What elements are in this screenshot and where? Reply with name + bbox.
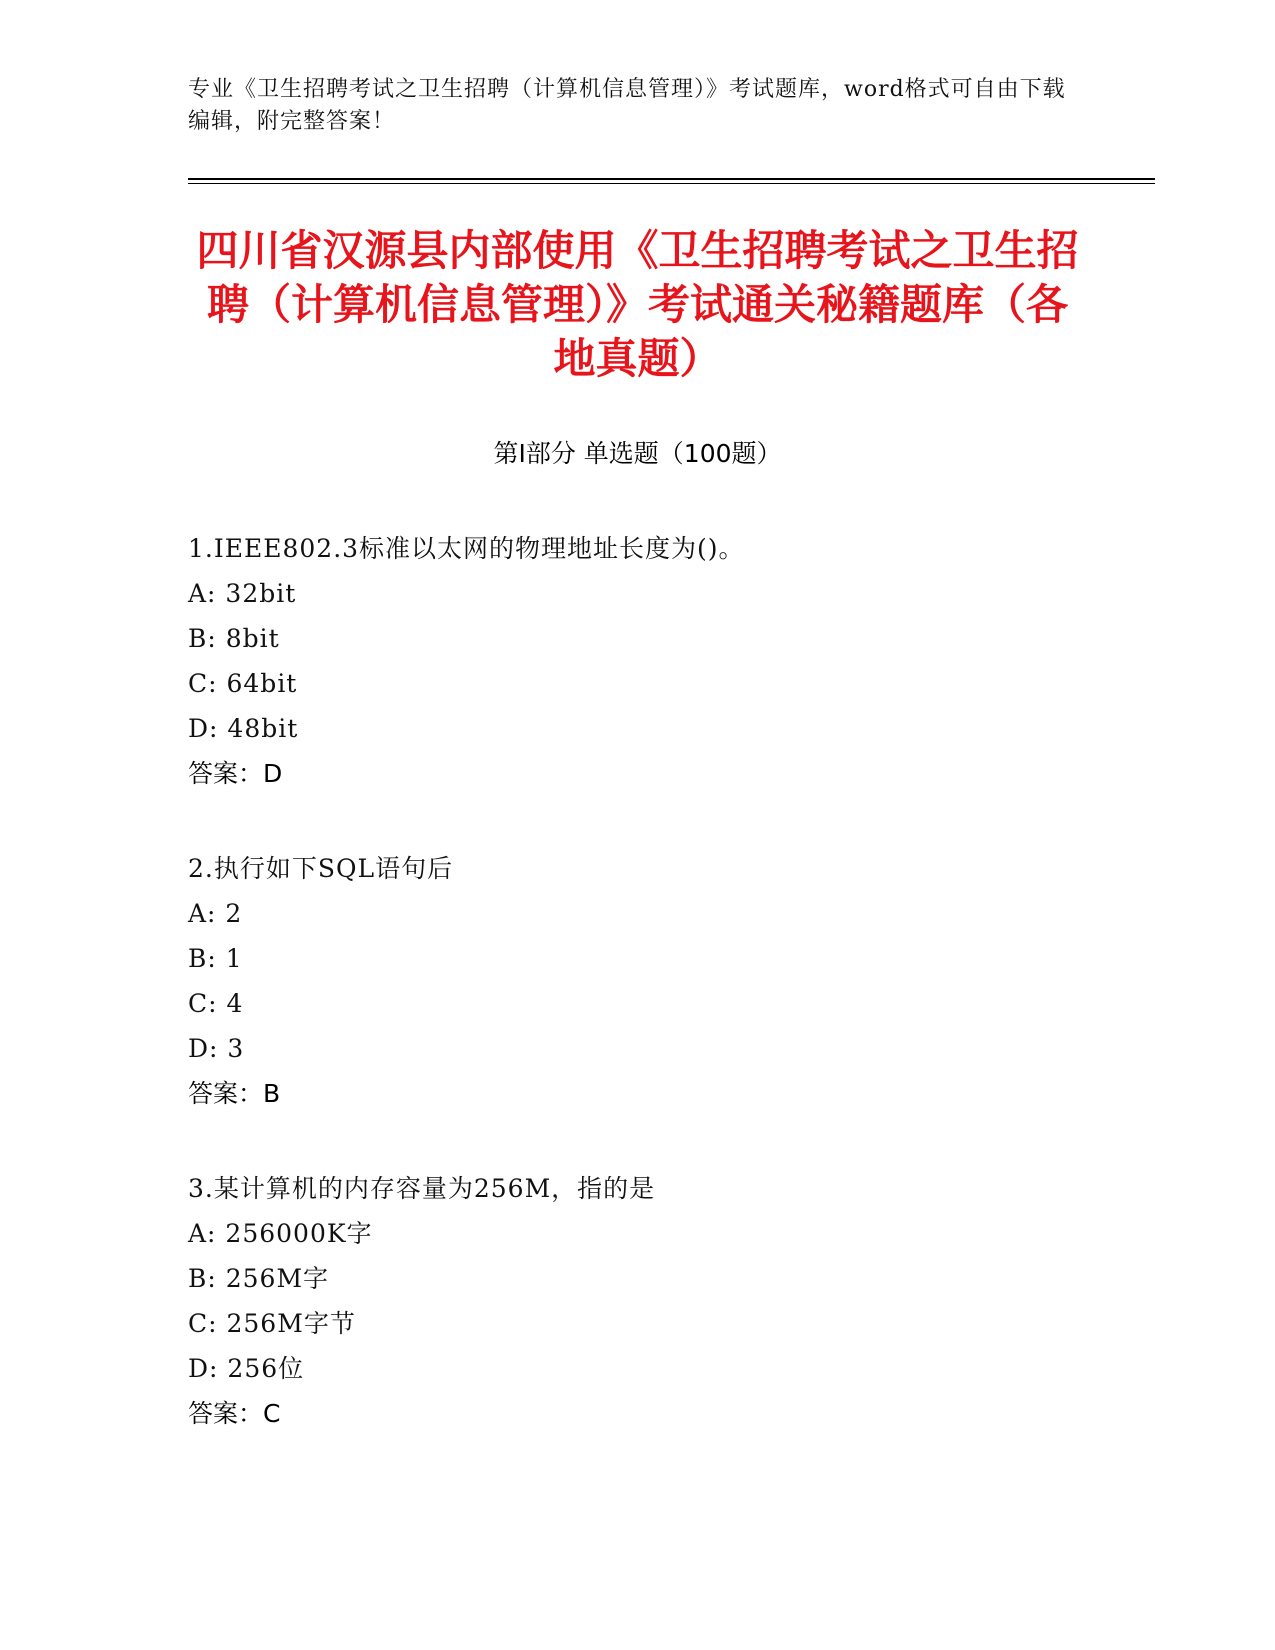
option-d: D: 48bit	[188, 714, 299, 743]
document-title: 四川省汉源县内部使用《卫生招聘考试之卫生招聘（计算机信息管理）》考试通关秘籍题库（各地真题）	[196, 226, 1079, 383]
question-3	[188, 1166, 1088, 1436]
section-heading: 第Ⅰ部分 单选题（100题）	[493, 439, 782, 468]
question-stem: 2.执行如下SQL语句后	[188, 854, 454, 883]
header-note: 专业《卫生招聘考试之卫生招聘（计算机信息管理）》考试题库，word格式可自由下载编辑，附完整答案！	[188, 77, 1066, 134]
option-c: C: 64bit	[188, 669, 298, 698]
header-divider-thin	[188, 183, 1155, 184]
answer-line: 答案：D	[188, 759, 283, 788]
option-d: D: 3	[188, 1034, 245, 1063]
header-divider-thick	[188, 178, 1155, 180]
answer-line: 答案：C	[188, 1399, 281, 1428]
option-a: A: 2	[188, 899, 243, 928]
question-2	[188, 846, 1088, 1116]
option-a: A: 32bit	[188, 579, 297, 608]
option-b: B: 256M字	[188, 1264, 330, 1293]
option-b: B: 8bit	[188, 624, 280, 653]
option-b: B: 1	[188, 944, 243, 973]
question-1	[188, 526, 1088, 796]
option-a: A: 256000K字	[188, 1219, 373, 1248]
option-c: C: 4	[188, 989, 244, 1018]
answer-line: 答案：B	[188, 1079, 281, 1108]
option-d: D: 256位	[188, 1354, 305, 1383]
question-stem: 1.IEEE802.3标准以太网的物理地址长度为()。	[188, 534, 745, 563]
question-stem: 3.某计算机的内存容量为256M，指的是	[188, 1174, 656, 1203]
option-c: C: 256M字节	[188, 1309, 356, 1338]
